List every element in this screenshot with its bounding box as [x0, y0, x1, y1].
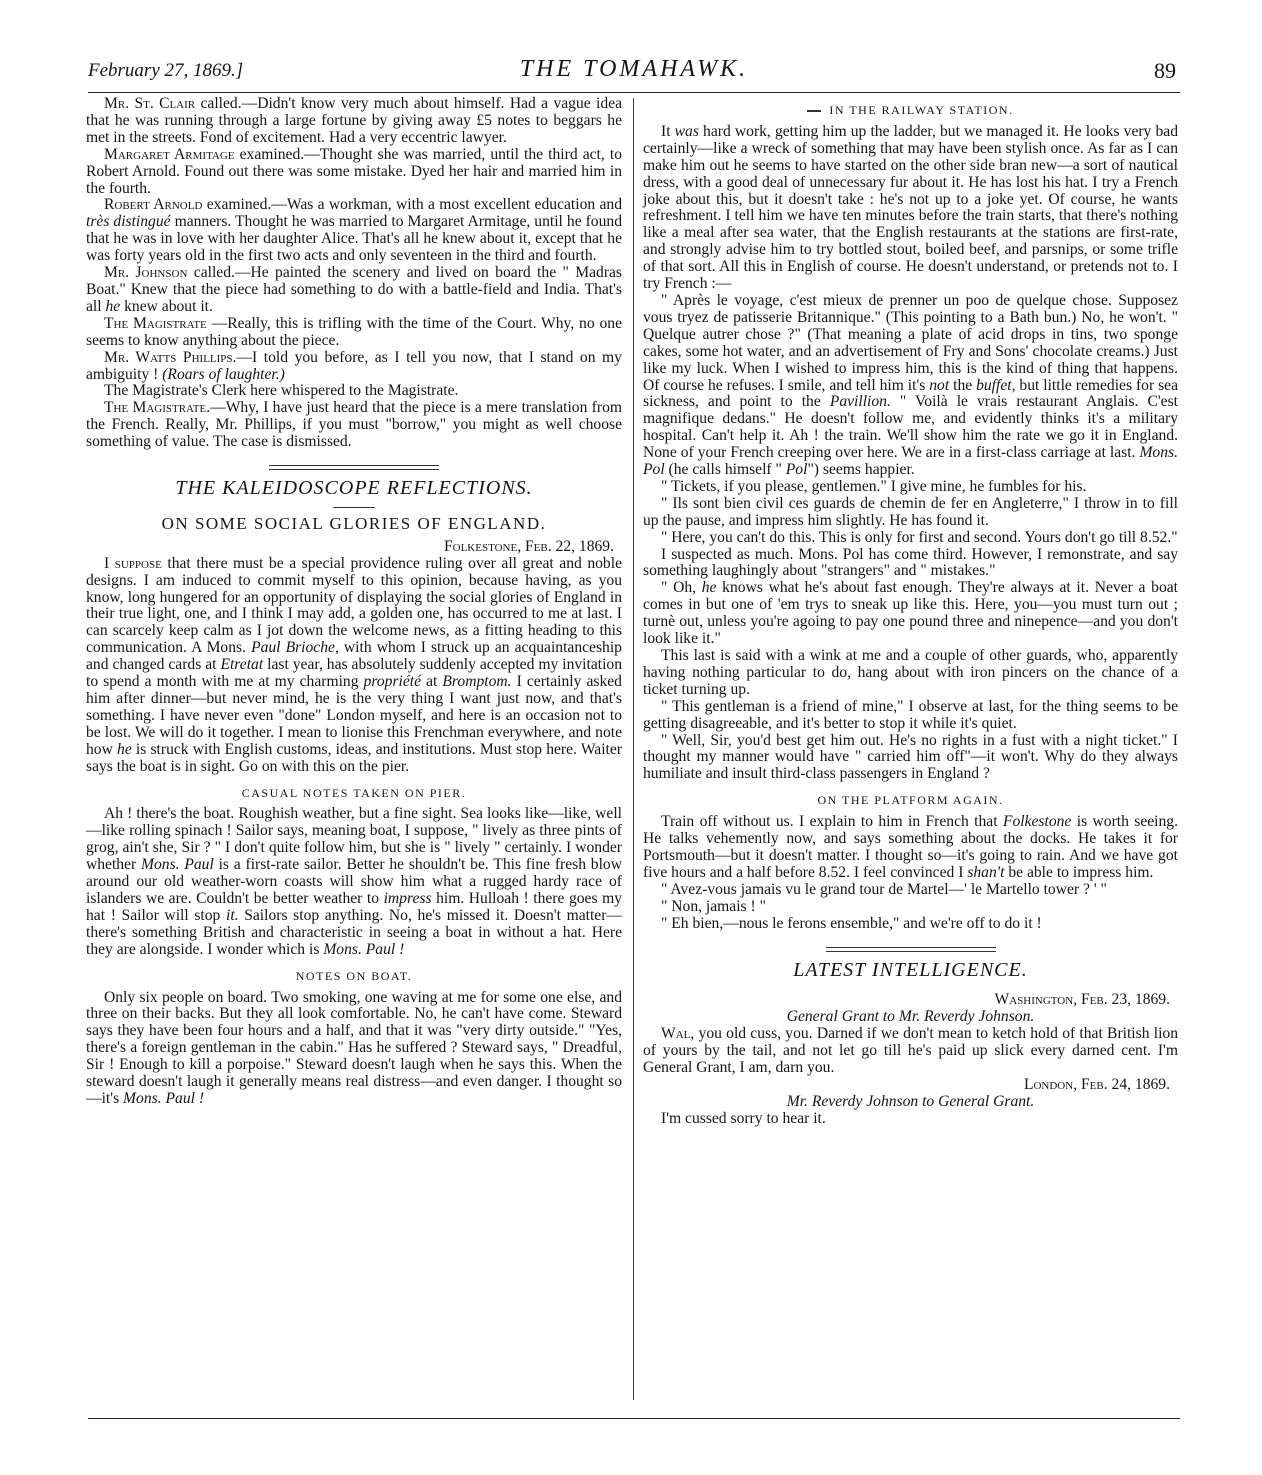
paragraph: " Ils sont bien civil ces guards de chemin de fer en Angleterre," I throw in to fill up the pause, and impress him slightly. He has found it.: [643, 494, 1178, 529]
paragraph: It was hard work, getting him up the ladder, but we managed it. He looks very bad certainly—like a wreck of something that may have been stylish once. As far as I can make him out he seems to have started on the other side bran new—a sort of nautical dress, with a good deal of unnecessary fur about it. He has lost his hat. I try a French joke about this, but it doesn't take : he's not up to a joke yet. Of course, he wants refreshment. I tell him we have ten minutes before the train starts, that there's nothing like a meal after sea water, that the English restaurants at the stations are first-rate, and strongly advise him to try bottled stout, boiled beef, and parsnips, or some trifle of that sort. All this in English of course. He doesn't understand, or pretends not to. I try French :—: [643, 122, 1178, 293]
footer-rule: [88, 1418, 1180, 1419]
letter-title: Mr. Reverdy Johnson to General Grant.: [786, 1092, 1035, 1110]
section-divider: [269, 465, 439, 470]
paragraph: This last is said with a wink at me and a couple of other guards, who, apparently having nothing particular to do, hang about with iron pincers on the chance of a ticket turning up.: [643, 647, 1178, 698]
paragraph: Wal, you old cuss, you. Darned if we don't mean to ketch hold of that British lion of yours by the tail, and not let go till he's paid up slick every darned cent. I'm General Grant, I am, darn you.: [643, 1025, 1178, 1077]
paragraph: The Magistrate —Really, this is trifling with the time of the Court. Why, no one seems to know anything about the piece.: [86, 314, 623, 349]
publication-title: THE TOMAHAWK.: [519, 56, 749, 82]
paragraph: Margaret Armitage examined.—Thought she was married, until the third act, to Robert Arnold. Found out there was some mistake. Dyed her hair and married him in the fourth.: [86, 145, 622, 197]
page-header: [88, 56, 1180, 92]
paragraph: Ah ! there's the boat. Roughish weather, but a fine sight. Sea looks like—like, well—like rolling spinach ! Sailor says, meaning boat, I suppose, " lively as three pints of grog, ain't she, Sir ? " I don't quite follow him, but she is " lively " certainly. I wonder whether Mons. Paul is a first-rate sailor. Better he shouldn't be. This fine fresh blow around our old weather-worn coasts will show him what a rugged hardy race of islanders we are. Couldn't be better weather to impress him. Hulloah ! there goes my hat ! Sailor will stop it. Sailors stop anything. No, he's missed it. Doesn't matter—there's something British and characteristic in seeing a boat in without a hat. Here they are alongside. I wonder which is Mons. Paul !: [86, 805, 622, 958]
section-divider: [826, 947, 996, 952]
paragraph: " Well, Sir, you'd best get him out. He's no rights in a fust with a night ticket." I thought my manner would have " carried him off"—it won't. Why do they always humiliate and insult third-class passengers in England ?: [643, 731, 1178, 783]
dateline: London, Feb. 24, 1869.: [1023, 1075, 1170, 1093]
paragraph: " Tickets, if you please, gentlemen." I give mine, he fumbles for his.: [661, 477, 1087, 495]
paragraph: Mr. Johnson called.—He painted the scenery and lived on board the " Madras Boat." Knew that the piece had something to do with a battle-field and India. That's all he knew about it.: [86, 264, 623, 315]
header-rule: [88, 92, 1180, 93]
left-column: [86, 96, 622, 1108]
paragraph: Only six people on board. Two smoking, one waving at me for some one else, and three on their backs. But they all look comfortable. No, he can't have come. Steward says they have been four hours and a half, and that it was "very dirty outside." "Yes, there's a foreign gentleman in the cabin." Has he suffered ? Steward says, " Dreadful, Sir ! Enough to kill a porpoise." Steward doesn't laugh when he says this. When the steward doesn't laugh it generally means real distress—and even danger. I thought so—it's Mons. Paul !: [86, 988, 622, 1107]
header-date: February 27, 1869.]: [88, 60, 244, 81]
paragraph: Robert Arnold examined.—Was a workman, with a most excellent education and très distingué manners. Thought he was married to Margaret Armitage, until he found that he was in love with her daughter Alice. That's all he knew about it, except that he was forty years old in the first two acts and only seventeen in the third and fourth.: [86, 196, 623, 265]
short-divider: [333, 507, 375, 508]
subsection-heading: ON THE PLATFORM AGAIN.: [817, 793, 1004, 808]
dateline: Folkestone, Feb. 22, 1869.: [443, 537, 614, 555]
paragraph: The Magistrate.—Why, I have just heard that the piece is a mere translation from the French. Really, Mr. Phillips, if you must "borrow," you might as well choose something of value. The case is dismissed.: [86, 399, 622, 451]
paragraph: " This gentleman is a friend of mine," I observe at last, for the thing seems to be getting disagreeable, and it's better to stop it while it's quiet.: [643, 697, 1178, 732]
paragraph: The Magistrate's Clerk here whispered to the Magistrate.: [104, 382, 459, 400]
paragraph: " Oh, he knows what he's about fast enough. They're always at it. Never a boat comes in but one of 'em trys to sneak up like this. Here, you—you must turn out ; turnè out, unless you're agoing to pay one pound three and ninepence—and you don't look like it.": [643, 579, 1178, 648]
paragraph: " Non, jamais ! ": [661, 897, 766, 915]
subsection-heading: CASUAL NOTES TAKEN ON PIER.: [241, 785, 467, 800]
paragraph: " Eh bien,—nous le ferons ensemble," and we're off to do it !: [661, 914, 1042, 932]
paragraph: " Après le voyage, c'est mieux de prenner un poo de quelque chose. Supposez vous tryez de patisserie Britannique." (This pointing to a Bath bun.) No, he won't. " Quelque autrer chose ?" (That meaning a plate of acid drops in tins, two sponge cakes, some hot water, and an advertisement of Fry and Sons' chocolate creams.) Just like my luck. When I wished to impress him, this is the kind of thing that happens. Of course he refuses. I smile, and tell him it's not the buffet, but little remedies for sea sickness, and point to the Pavillion. " Voilà le vrais restaurant Anglais. C'est magnifique dedans." He doesn't follow me, and evidently thinks it's a military hospital. Can't help it. Ah ! the train. We'll show him the rate we go it in England. None of your French creeping over here. We are in a first-class carriage at last. Mons. Pol (he calls himself " Pol") seems happier.: [643, 291, 1178, 479]
subsection-heading: NOTES ON BOAT.: [295, 968, 413, 983]
right-column: [643, 96, 1178, 1128]
subsection-heading: IN THE RAILWAY STATION.: [643, 102, 1178, 119]
paragraph: " Here, you can't do this. This is only for first and second. Yours don't go till 8.52.": [661, 528, 1178, 546]
paragraph: Mr. Watts Phillips.—I told you before, as I tell you now, that I stand on my ambiguity ! (Roars of laughter.): [86, 348, 622, 383]
article-heading: ON SOME SOCIAL GLORIES OF ENGLAND.: [161, 513, 547, 533]
paragraph: I suppose that there must be a special providence ruling over all great and noble designs. I am induced to commit myself to this opinion, because having, as you know, long hungered for an opportunity of displaying the social glories of England in their true light, one, and I think I may add, a golden one, has occurred to me at last. I can scarcely keep calm as I jot down the welcome news, as a fitting heading to this communication. A Mons. Paul Brioche, with whom I struck up an acquaintanceship and changed cards at Etretat last year, has absolutely suddenly accepted my invitation to spend a month with me at my charming propriété at Bromptom. I certainly asked him after dinner—but never mind, he is the very thing I want just now, and that's something. I have never even "done" London myself, and here is an occasion not to be lost. We will do it together. I mean to lionise this Frenchman everywhere, and note how he is struck with English customs, ideas, and institutions. Must stop here. Waiter says the boat is in sight. Go on with this on the pier.: [86, 554, 623, 775]
page-number: 89: [1154, 58, 1176, 83]
dash-mark: [807, 110, 821, 112]
letter-title: General Grant to Mr. Reverdy Johnson.: [786, 1008, 1035, 1026]
section-heading: THE KALEIDOSCOPE REFLECTIONS.: [175, 477, 533, 500]
paragraph: I'm cussed sorry to hear it.: [661, 1109, 826, 1127]
paragraph: Train off without us. I explain to him in French that Folkestone is worth seeing. He talks vehemently now, and says something about the docks. He takes it for Portsmouth—but it doesn't matter. I thought so—it's going to rain. And we have got five hours and a half before 8.52. I feel convinced I shan't be able to impress him.: [643, 813, 1178, 881]
paragraph: I suspected as much. Mons. Pol has come third. However, I remonstrate, and say something laughingly about "strangers" and " mistakes.": [643, 545, 1178, 580]
paragraph: " Avez-vous jamais vu le grand tour de Martel—' le Martello tower ? ' ": [661, 880, 1107, 898]
section-heading: LATEST INTELLIGENCE.: [793, 958, 1028, 981]
column-divider: [633, 98, 634, 1400]
paragraph: Mr. St. Clair called.—Didn't know very much about himself. Had a vague idea that he was running through a large fortune by giving away £5 notes to beggars he met in the streets. Fond of excitement. Had a very eccentric lawyer.: [86, 95, 622, 146]
dateline: Washington, Feb. 23, 1869.: [994, 991, 1170, 1009]
